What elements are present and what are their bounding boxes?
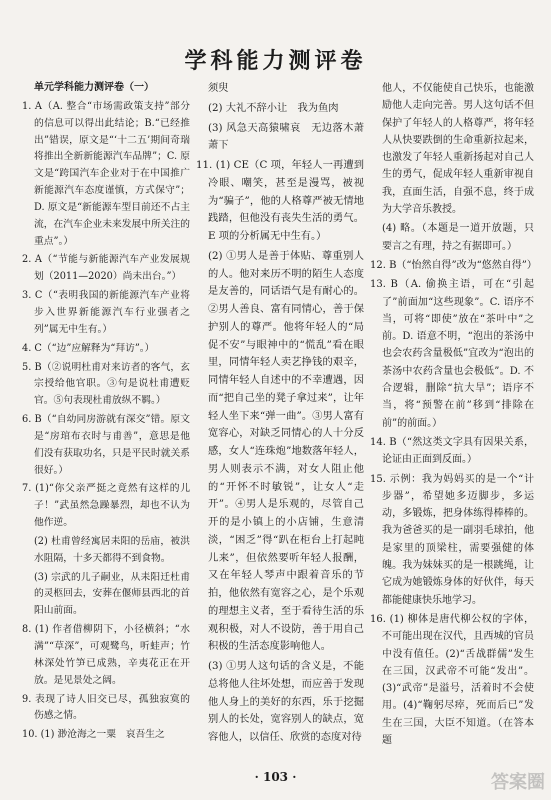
column-2 — [196, 80, 364, 749]
answer-item: 2. A（“节能与新能源汽车产业发展规划（2011—2020）尚未出台。”） — [22, 254, 190, 283]
answer-item: 4. C（“边”应解释为“拜访”。） — [22, 342, 155, 354]
watermark-logo: 答案圈 — [491, 772, 545, 793]
answer-item: 13. B（A. 偷换主语，可在“引起了”前面加“这些现象”。C. 语序不当，可将“即使”放在“茶叶中”之前。D. 语意不明，“泡出的茶汤中也会农药含量极低”宜改为“泡出的茶汤中农药含量也会极低”。D. 不合逻辑，删除“抗大旱”；语序不当，将“预警在前”移到“排除在前”的前面。） — [370, 279, 534, 429]
answer-item: 1. A（A. 整合“市场需政策支持”部分的信息可以得出此结论；B.“已经推出”错误，原文是“‘十二五’期间奇瑞将推出全新新能源汽车品牌”；C. 原文是“跨国汽车企业对于在中国推广新能源汽车态度谨慎，方式保守”；D. 原文是“新能源车型目前还不占主流，在汽车企业未来发展中所关注的重点”。） — [22, 100, 190, 247]
column-3 — [370, 80, 537, 751]
answer-item: (2) 大礼不辞小让 我为鱼肉 — [208, 101, 339, 114]
answer-item: 15. 示例：我为妈妈买的是一个“计步器”，希望她多迈脚步，多运动，多锻炼，把身体练得棒棒的。我为爸爸买的是一副羽毛球拍，他是家里的顶梁柱，需要强健的体魄。我为妹妹买的是一根跳绳，让它成为她锻炼身体的好伙伴，每天都能健康快乐地学习。 — [370, 473, 534, 606]
answer-item: (2) 杜甫曾经寓居耒阳的岳庙，被洪水阻隔，十多天都得不到食物。 — [34, 535, 190, 564]
answer-item: 9. 表现了诗人旧交已尽，孤独寂寞的伤感之情。 — [22, 693, 190, 722]
answer-item: 8. (1) 作者借柳阴下，小径横斜；“水满”“草深”，可观鹭鸟，听蛙声；竹林深处竹笋已成熟，辛夷花正在开放。是见景处之阔。 — [22, 624, 190, 686]
answer-item: (3) ①男人这句话的含义是，不能总将他人往坏处想，而应善于发现他人身上的美好的东西，乐于挖掘别人的长处，宽容别人的缺点，宽容他人，以信任、欣赏的态度对待 — [208, 660, 364, 743]
answer-item: 7. (1)“你父亲严挺之竟然有这样的儿子！”武虽然急躁暴烈，却也不认为他作逆。 — [22, 483, 190, 529]
answer-item: 5. B（②说明杜甫对来访者的客气，玄宗授给他官职。③句是说杜甫遭贬官。⑤句表现杜甫放纵不羁。） — [22, 361, 190, 407]
answer-item: 3. C（“表明我国的新能源汽车产业将步入世界新能源汽车行业强者之列”属无中生有。） — [22, 290, 190, 335]
answer-item: (3) 风急天高猿啸哀 无边落木萧萧下 — [208, 121, 364, 152]
answer-item: 须臾 — [208, 82, 229, 94]
answer-item: 6. B（“自幼同房游就有深交”错。原文是“房琯布衣时与甫善”，意思是他们没有获取功名，只是平民时就关系很好。） — [22, 414, 190, 476]
column-1 — [22, 80, 190, 746]
answer-item: (3) 宗武的儿子嗣业，从耒阳迁杜甫的灵柩回去，安葬在偃师县西北的首阳山前面。 — [34, 571, 190, 617]
page-title: 学科能力测评卷 — [184, 49, 367, 74]
answer-item: (2) ①男人是善于体贴、尊重别人的人。他对来历不明的陌生人态度是友善的，同话语气是有耐心的。②男人善良、富有同情心，善于保护别人的尊严。他将年轻人的“局促不安”与眼神中的“慌乱”看在眼里，同情年轻人卖艺挣钱的艰辛，同情年轻人自述中的不幸遭遇，因而“把自己坐的凳子拿过来”，让年轻人坐下来“弹一曲”。③男人富有宽容心，对缺乏同情心的人十分反感，女人“连珠炮”地数落年轻人，男人则表示不满，对女人阻止他的“开怀不时敏锐”，让女人“走开”。④男人是乐观的，尽管自己开的是小镇上的小店铺，生意清淡，“困乏”得“趴在柜台上打起盹儿来”，但依然要听年轻人报酬，又在年轻人琴声中跟着音乐的节拍，他依然有宽容之心，是个乐观的理想主义者，至于看待生活的乐观积极，对人不设防，善于用自己积极的生活态度影响他人。 — [208, 249, 364, 653]
answer-item: 11. (1) CE（C 项，年轻人一再遭到冷眼、嘲笑，甚至是漫骂，被视为“骗子”，他的人格尊严被无情地践踏，但他没有丧失生活的勇气。E 项的分析属无中生有。） — [196, 159, 364, 242]
answer-item: 14. B（“然这类文字具有因果关系，论证由正面到反面。） — [370, 436, 534, 466]
answer-item: 12. B（“怡然自得”改为“悠然自得”） — [370, 259, 537, 271]
answer-item: (4) 略。（本题是一道开放题，只要言之有理，持之有据即可。） — [382, 223, 534, 252]
answer-item: 他人，不仅能使自己快乐，也能激励他人走向完善。男人这句话不但保护了年轻人的人格尊严，将年轻人从快要跌倒的生命重新拉起来，也激发了年轻人重新扬起对自己人生的勇气，促成年轻人重新审视自我，直面生活，自强不息，终于成为大学音乐教授。 — [382, 83, 534, 216]
answer-item: 10. (1) 渺沧海之一粟 哀吾生之 — [22, 729, 165, 741]
answer-item: 16. (1) 柳体是唐代柳公权的字体，不可能出现在汉代，且西城的官员中没有值任。(2)“舌战群儒”发生在三国，汉武帝不可能“发出”。(3)“武帝”是溢号，活着时不会使用。(4)“鞠躬尽瘁，死而后已”发生在三国，大臣不知道。（在答本题 — [370, 613, 534, 746]
section-heading: 单元学科能力测评卷（一） — [34, 82, 154, 93]
page-number: · 103 · — [254, 770, 297, 784]
